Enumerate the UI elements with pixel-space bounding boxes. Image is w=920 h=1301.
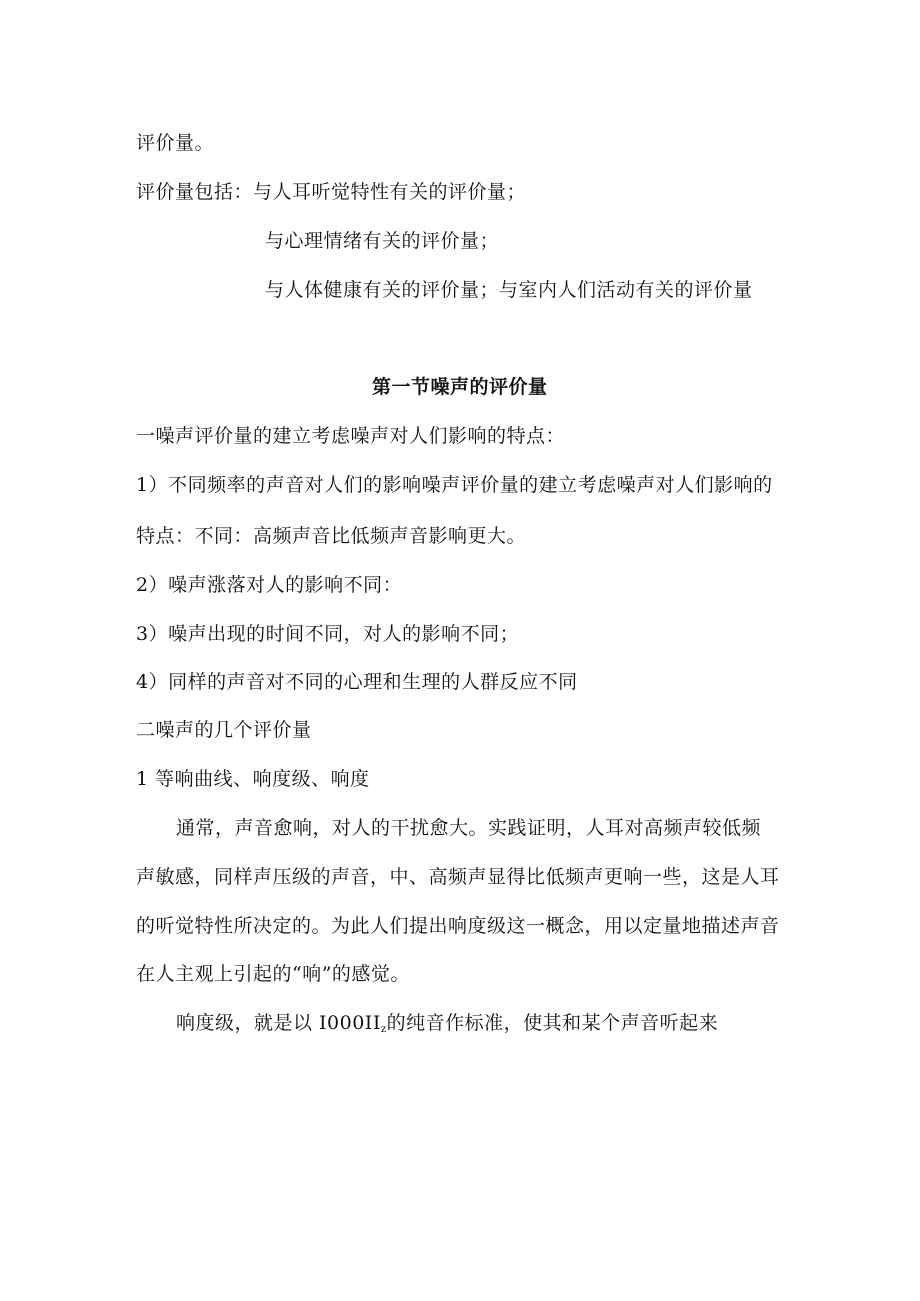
section-title: 第一节噪声的评价量	[372, 376, 548, 398]
intro-line-1: 评价量。	[136, 132, 215, 154]
part1-heading: 一噪声评价量的建立考虑噪声对人们影响的特点：	[136, 425, 566, 447]
para2-line-1	[176, 1011, 718, 1042]
item2: 2）噪声涨落对人的影响不同：	[136, 574, 403, 596]
part2-subheading: 1 等响曲线、响度级、响度	[136, 768, 370, 790]
intro-line-2: 评价量包括：与人耳听觉特性有关的评价量；	[136, 181, 527, 203]
item1-line-2: 特点：不同：高频声音比低频声音影响更大。	[136, 525, 527, 547]
para1-line-2: 声敏感，同样声压级的声音，中、高频声显得比低频声更响一些，这是人耳	[136, 866, 780, 888]
item1-line-1: 1）不同频率的声音对人们的影响噪声评价量的建立考虑噪声对人们影响的	[136, 474, 773, 496]
para2-subscript: z	[380, 1024, 387, 1035]
para1-line-4: 在人主观上引起的“响”的感觉。	[136, 963, 410, 985]
item3: 3）噪声出现的时间不同，对人的影响不同；	[136, 623, 520, 645]
para1-line-3: 的听觉特性所决定的。为此人们提出响度级这一概念，用以定量地描述声音	[136, 915, 780, 937]
para2-suffix: 的纯音作标准，使其和某个声音听起来	[386, 1012, 719, 1034]
para2-prefix: 响度级，就是以 I000II	[176, 1012, 381, 1034]
para1-line-1: 通常，声音愈响，对人的干扰愈大。实践证明，人耳对高频声较低频	[176, 817, 762, 839]
part2-heading: 二噪声的几个评价量	[136, 719, 312, 741]
intro-line-3: 与心理情绪有关的评价量；	[265, 230, 500, 252]
item4: 4）同样的声音对不同的心理和生理的人群反应不同	[136, 671, 578, 693]
intro-line-4: 与人体健康有关的评价量；与室内人们活动有关的评价量	[265, 279, 753, 301]
